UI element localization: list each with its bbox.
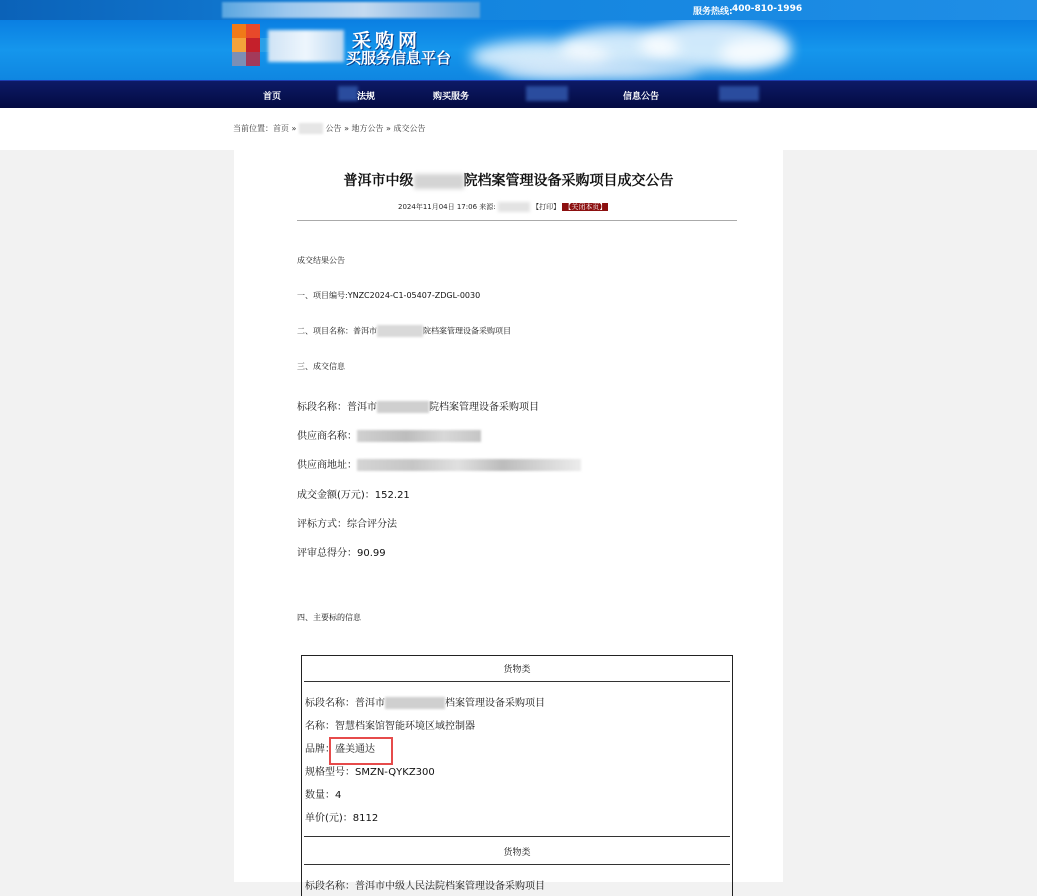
redacted-project-name (377, 325, 423, 337)
redacted-top-links (222, 2, 480, 18)
brand-highlight-box (329, 737, 393, 765)
redacted-source (498, 202, 530, 212)
article-meta (398, 202, 608, 212)
nav-regulations[interactable]: 法规 (357, 92, 376, 102)
project-name-prefix: 二、项目名称：普洱市 (297, 326, 377, 336)
redacted-nav-prefix (338, 86, 358, 101)
redacted-title (414, 174, 464, 189)
supplier-name (297, 427, 481, 442)
table-section-prefix: 标段名称：普洱市 (305, 698, 385, 709)
breadcrumb (233, 123, 426, 134)
goods-table-head-2: 货物类 (503, 848, 531, 858)
redacted-supplier-address (357, 459, 581, 471)
logo-subtitle: 买服务信息平台 (346, 49, 452, 67)
supplier-name-label: 供应商名称： (297, 431, 357, 442)
redacted-logo-text (268, 30, 344, 62)
result-heading: 成交结果公告 (297, 256, 345, 265)
redacted-table-section (385, 697, 445, 709)
goods-table-head: 货物类 (503, 665, 531, 675)
nav-announcements[interactable]: 信息公告 (623, 92, 660, 102)
title-part1: 普洱市中级 (343, 173, 414, 189)
redacted-breadcrumb (299, 123, 323, 134)
item-unit-price: 单价(元)：8112 (305, 813, 379, 824)
main-items-heading: 四、主要标的信息 (297, 613, 361, 622)
supplier-address (297, 456, 581, 471)
section-suffix: 院档案管理设备采购项目 (429, 402, 539, 413)
print-link[interactable]: 【打印】 (532, 203, 561, 211)
table-section-suffix: 档案管理设备采购项目 (445, 698, 545, 709)
section-prefix: 标段名称：普洱市 (297, 402, 377, 413)
item-model: 规格型号：SMZN-QYKZ300 (305, 767, 435, 778)
article-panel (234, 140, 783, 892)
site-banner (0, 20, 1037, 80)
title-part2: 院档案管理设备采购项目成交公告 (463, 173, 674, 189)
logo-title: 采购网 (352, 30, 422, 52)
nav-home[interactable]: 首页 (263, 92, 282, 102)
page-title (234, 170, 783, 190)
brand-value: 盛美通达 (335, 744, 375, 755)
breadcrumb-rest[interactable]: 公告 » 地方公告 » 成交公告 (325, 124, 426, 133)
project-number: 一、项目编号:YNZC2024-C1-05407-ZDGL-0030 (297, 291, 481, 300)
project-name-suffix: 院档案管理设备采购项目 (423, 326, 511, 336)
brand-label: 品牌： (305, 744, 335, 755)
hotline-number: 400-810-1996 (732, 4, 803, 14)
item-quantity: 数量：4 (305, 790, 342, 801)
main-nav (0, 80, 1037, 109)
nav-purchase-service[interactable]: 购买服务 (433, 92, 470, 102)
goods-table (301, 655, 733, 896)
redacted-nav-item[interactable] (526, 86, 568, 101)
section-name (297, 398, 539, 413)
redacted-section (377, 401, 429, 413)
meta-date: 2024年11月04日 17:06 来源: (398, 203, 496, 211)
close-page-button[interactable]: 【关闭本页】 (564, 203, 607, 211)
table-section-name (305, 694, 545, 709)
supplier-address-label: 供应商地址： (297, 460, 357, 471)
hotline-label: 服务热线: (693, 7, 733, 17)
title-divider (297, 220, 737, 221)
deal-info-heading: 三、成交信息 (297, 362, 345, 371)
table-rule (304, 681, 730, 682)
eval-method: 评标方式：综合评分法 (297, 519, 397, 530)
project-name (297, 325, 511, 337)
review-score: 评审总得分：90.99 (297, 548, 386, 559)
table-rule (304, 836, 730, 837)
top-strip (0, 0, 1037, 20)
redacted-supplier-name (357, 430, 481, 442)
table-next-section: 标段名称：普洱市中级人民法院档案管理设备采购项目 (305, 881, 545, 892)
deal-amount: 成交金额(万元)：152.21 (297, 490, 410, 501)
item-name: 名称：智慧档案馆智能环境区域控制器 (305, 721, 475, 732)
breadcrumb-prefix[interactable]: 当前位置：首页 » (233, 124, 297, 133)
table-rule (304, 864, 730, 865)
redacted-nav-item-2[interactable] (719, 86, 759, 101)
